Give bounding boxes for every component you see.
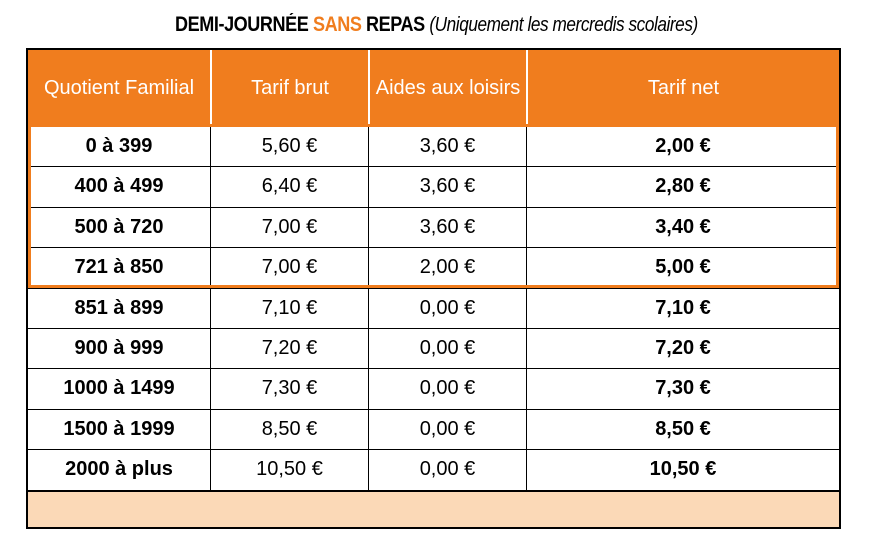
header-quotient: Quotient Familial <box>43 77 195 99</box>
header-aides: Aides aux loisirs <box>375 77 521 99</box>
cell-quotient: 0 à 399 <box>85 135 153 157</box>
cell-tarif-net: 2,80 € <box>655 175 711 198</box>
cell-aides: 3,60 € <box>419 215 476 238</box>
cell-quotient: 851 à 899 <box>74 296 164 319</box>
cell-tarif-brut: 7,20 € <box>261 337 318 359</box>
cell-quotient: 400 à 499 <box>74 175 164 198</box>
cell-tarif-brut: 7,30 € <box>261 377 318 400</box>
table-footer <box>28 490 839 527</box>
table-row <box>28 288 839 328</box>
table-header <box>28 50 839 126</box>
cell-aides: 0,00 € <box>419 417 476 440</box>
table-row <box>28 207 839 247</box>
table-row <box>28 409 839 449</box>
cell-tarif-brut: 5,60 € <box>261 135 318 157</box>
tariff-table <box>26 48 841 529</box>
cell-tarif-net: 7,20 € <box>655 337 711 359</box>
title-main: DEMI-JOURNÉE <box>175 13 309 36</box>
header-tarif-net: Tarif net <box>647 77 720 99</box>
cell-tarif-brut: 7,00 € <box>261 215 318 238</box>
cell-quotient: 900 à 999 <box>74 337 164 359</box>
cell-tarif-net: 8,50 € <box>655 417 711 440</box>
cell-quotient: 2000 à plus <box>65 458 173 481</box>
cell-aides: 0,00 € <box>419 458 476 481</box>
title-note: (Uniquement les mercredis scolaires) <box>429 14 698 36</box>
cell-quotient: 1500 à 1999 <box>63 417 175 440</box>
cell-aides: 3,60 € <box>419 175 476 198</box>
header-tarif-brut: Tarif brut <box>251 77 329 99</box>
cell-tarif-brut: 10,50 € <box>256 458 323 481</box>
cell-tarif-net: 7,30 € <box>655 377 711 400</box>
cell-aides: 0,00 € <box>419 337 476 359</box>
cell-tarif-net: 5,00 € <box>655 256 711 279</box>
cell-aides: 0,00 € <box>419 296 476 319</box>
cell-aides: 3,60 € <box>419 135 476 157</box>
cell-tarif-brut: 6,40 € <box>261 175 318 198</box>
table-row <box>28 126 839 166</box>
table-row <box>28 166 839 206</box>
cell-tarif-net: 7,10 € <box>655 296 711 319</box>
title-main-2: REPAS <box>366 13 425 36</box>
table-row <box>28 449 839 489</box>
table-row <box>28 368 839 408</box>
cell-tarif-brut: 7,00 € <box>261 256 318 279</box>
cell-quotient: 1000 à 1499 <box>63 377 175 400</box>
cell-tarif-brut: 7,10 € <box>261 296 318 319</box>
title-accent: SANS <box>312 13 362 36</box>
table-row <box>28 328 839 368</box>
cell-tarif-net: 2,00 € <box>655 135 711 157</box>
cell-tarif-brut: 8,50 € <box>261 417 318 440</box>
cell-quotient: 721 à 850 <box>74 256 164 279</box>
table-row <box>28 247 839 287</box>
cell-aides: 0,00 € <box>419 377 476 400</box>
cell-quotient: 500 à 720 <box>74 215 164 238</box>
cell-tarif-net: 10,50 € <box>649 458 717 481</box>
cell-tarif-net: 3,40 € <box>655 215 711 238</box>
page-title <box>61 10 812 40</box>
cell-aides: 2,00 € <box>419 256 476 279</box>
